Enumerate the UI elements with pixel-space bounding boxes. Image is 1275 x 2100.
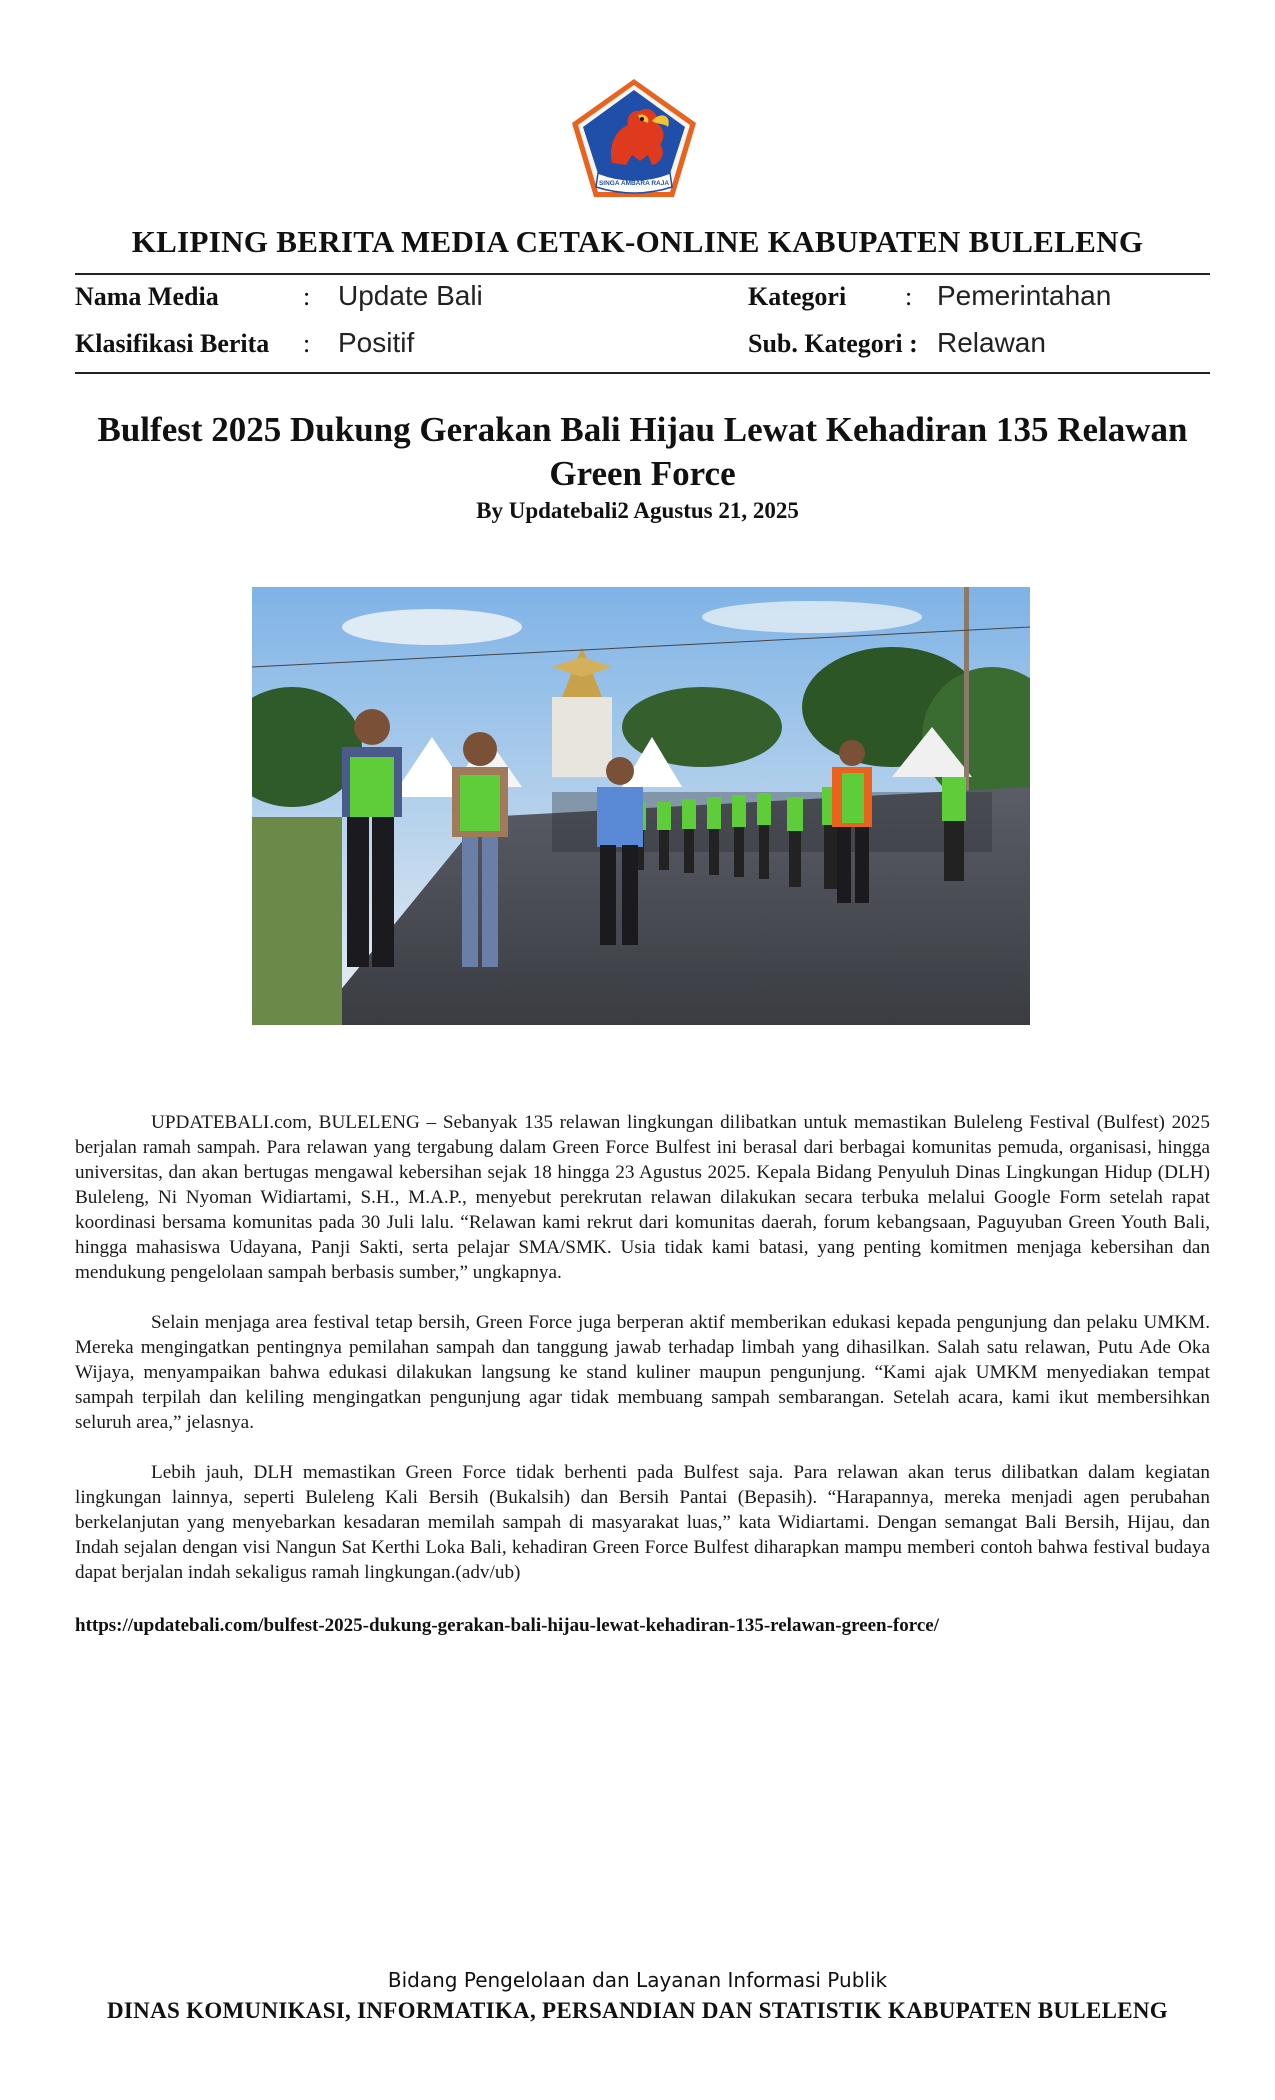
document-title: KLIPING BERITA MEDIA CETAK-ONLINE KABUPATEN BULELENG (131, 224, 1144, 259)
emblem-motto: SINGA AMBARA RAJA (598, 180, 670, 187)
article-source-url: https://updatebali.com/bulfest-2025-dukung-gerakan-bali-hijau-lewat-kehadiran-135-relawan-green-force/ (75, 1615, 939, 1636)
divider-bottom (75, 372, 1210, 374)
footer-unit: Bidang Pengelolaan dan Layanan Informasi Publik (387, 1968, 888, 1992)
media-label: Nama Media (75, 282, 219, 311)
meta-row-media (75, 278, 1210, 318)
article-paragraph-2: Selain menjaga area festival tetap bersih, Green Force juga berperan aktif memberikan edukasi kepada pengunjung dan pelaku UMKM. Mereka mengingatkan pentingnya pemilahan sampah dan tanggung jawab terhadap limbah yang dihasilkan. Salah satu relawan, Putu Ade Oka Wijaya, menyampaikan bahwa edukasi dilakukan langsung ke stand kuliner maupun pengunjung. “Kami ajak UMKM menyediakan tempat sampah terpilah dan keliling mengingatkan pengunjung agar tidak membuang sampah sembarangan. Setelah acara, kami ikut membersihkan seluruh area,” jelasnya. (75, 1312, 1210, 1433)
footer-agency: DINAS KOMUNIKASI, INFORMATIKA, PERSANDIAN DAN STATISTIK KABUPATEN BULELENG (107, 1998, 1168, 2023)
article-paragraph-1: UPDATEBALI.com, BULELENG – Sebanyak 135 relawan lingkungan dilibatkan untuk memastikan Buleleng Festival (Bulfest) 2025 berjalan ramah sampah. Para relawan yang tergabung dalam Green Force Bulfest ini berasal dari berbagai komunitas pemuda, organisasi, hingga universitas, dan akan bertugas mengawal kebersihan sejak 18 hingga 23 Agustus 2025. Kepala Bidang Penyuluh Dinas Lingkungan Hidup (DLH) Buleleng, Ni Nyoman Widiartami, S.H., M.A.P., menyebut perekrutan relawan dilakukan secara terbuka melalui Google Form setelah rapat koordinasi bersama komunitas pada 30 Juli lalu. “Relawan kami rekrut dari komunitas daerah, forum kebangsaan, Paguyuban Green Youth Bali, hingga mahasiswa Udayana, Panji Sakti, serta pelajar SMA/SMK. Usia tidak kami batasi, yang penting komitmen menjaga kebersihan dan mendukung pengelolaan sampah berbasis sumber,” ungkapnya. (75, 1112, 1210, 1283)
klasifikasi-label: Klasifikasi Berita (75, 329, 270, 358)
article-body (75, 1110, 1210, 1610)
article-headline: Bulfest 2025 Dukung Gerakan Bali Hijau Lewat Kehadiran 135 Relawan Green Force (97, 410, 1188, 493)
subkategori-value: Relawan (937, 327, 1046, 358)
klasifikasi-value: Positif (338, 327, 415, 358)
kategori-value: Pemerintahan (937, 280, 1112, 311)
divider-top (75, 273, 1210, 275)
kategori-label: Kategori (748, 282, 847, 311)
media-colon: : (303, 282, 311, 311)
article-photo (252, 587, 1030, 1025)
article-byline: By Updatebali2 Agustus 21, 2025 (476, 498, 799, 523)
media-value: Update Bali (338, 280, 483, 311)
article-paragraph-3: Lebih jauh, DLH memastikan Green Force tidak berhenti pada Bulfest saja. Para relawan akan terus dilibatkan dalam kegiatan lingkungan lainnya, seperti Buleleng Kali Bersih (Bukalsih) dan Bersih Pantai (Bepasih). “Harapannya, mereka menjadi agen perubahan berkelanjutan yang menyebarkan kesadaran memilah sampah di masyarakat luas,” kata Widiartami. Dengan semangat Bali Bersih, Hijau, dan Indah sejalan dengan visi Nangun Sat Kerthi Loka Bali, kehadiran Green Force Bulfest diharapkan mampu memberi contoh bahwa festival budaya dapat berjalan indah sekaligus ramah lingkungan.(adv/ub) (75, 1462, 1210, 1583)
subkategori-label: Sub. Kategori : (748, 329, 918, 358)
meta-row-classification (75, 325, 1210, 365)
klasifikasi-colon: : (303, 329, 311, 358)
kategori-colon: : (905, 282, 913, 311)
emblem-buleleng-icon (568, 75, 700, 201)
